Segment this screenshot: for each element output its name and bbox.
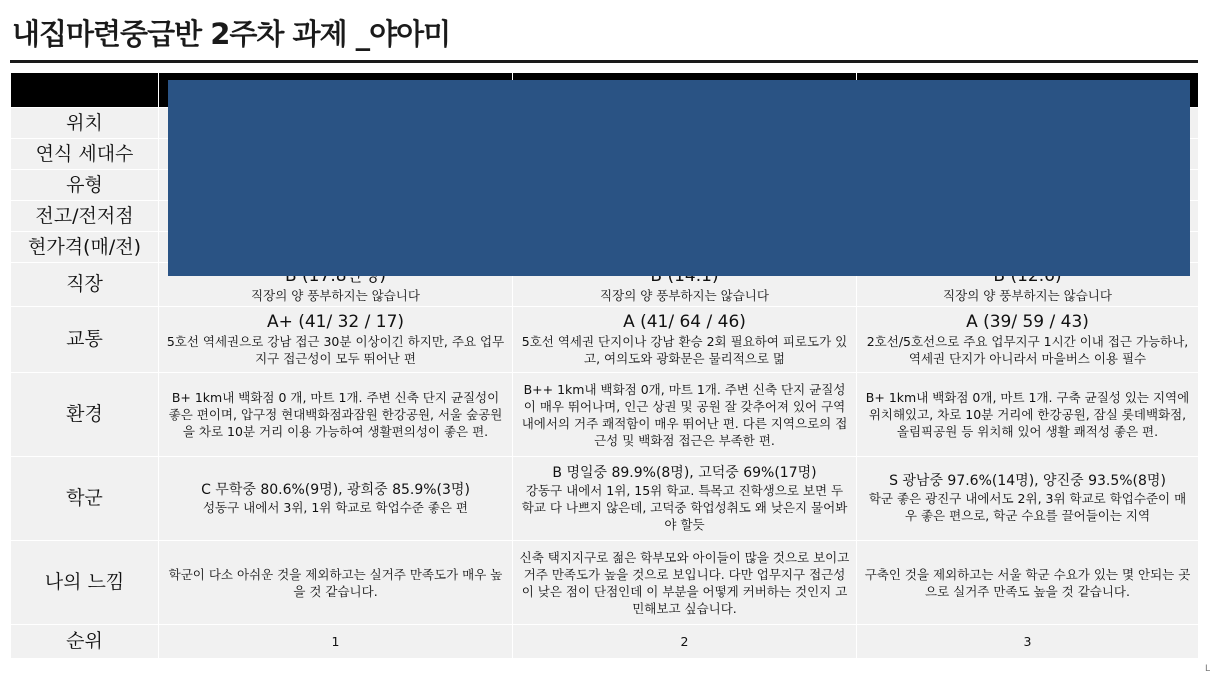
transport-desc: 5호선 역세권 단지이나 강남 환승 2회 필요하여 피로도가 있고, 여의도와 광화문은 물리적으로 멂 bbox=[521, 334, 848, 366]
row-feeling bbox=[11, 541, 1199, 625]
row-label-age-units: 연식 세대수 bbox=[11, 139, 159, 170]
row-label-price: 현가격(매/전) bbox=[11, 232, 159, 263]
transport-grade: A (39/ 59 / 43) bbox=[966, 312, 1089, 332]
school-grade: B 명일중 89.9%(8명), 고덕중 69%(17명) bbox=[552, 464, 817, 481]
row-label-type: 유형 bbox=[11, 170, 159, 201]
cell-feeling-1: 학군이 다소 아쉬운 것을 제외하고는 실거주 만족도가 매우 높을 것 같습니다. bbox=[159, 541, 513, 625]
cell-feeling-3: 구축인 것을 제외하고는 서울 학군 수요가 있는 몇 안되는 곳으로 실거주 만족도 높을 것 같습니다. bbox=[857, 541, 1199, 625]
cell-environment-3: B+ 1km내 백화점 0개, 마트 1개. 구축 균질성 있는 지역에 위치해있고, 차로 10분 거리에 한강공원, 잠실 롯데백화점, 올림픽공원 등 위치해 있어 생활 쾌적성 좋은 편. bbox=[857, 373, 1199, 457]
cell-transport-2 bbox=[513, 307, 857, 373]
row-label-school: 학군 bbox=[11, 457, 159, 541]
header-label-cell bbox=[11, 73, 159, 108]
title-underline bbox=[10, 60, 1198, 63]
cell-feeling-2: 신축 택지지구로 젊은 학부모와 아이들이 많을 것으로 보이고 거주 만족도가 높을 것으로 보입니다. 다만 업무지구 접근성이 낮은 점이 단점인데 이 부분을 어떻게 커버하는 것인지 고민해보고 싶습니다. bbox=[513, 541, 857, 625]
row-label-environment: 환경 bbox=[11, 373, 159, 457]
row-label-rank: 순위 bbox=[11, 625, 159, 659]
cell-rank-3: 3 bbox=[857, 625, 1199, 659]
school-grade: C 무학중 80.6%(9명), 광희중 85.9%(3명) bbox=[201, 481, 470, 498]
cell-transport-1 bbox=[159, 307, 513, 373]
redaction-block bbox=[168, 80, 1190, 276]
school-grade: S 광남중 97.6%(14명), 양진중 93.5%(8명) bbox=[889, 473, 1166, 489]
row-school bbox=[11, 457, 1199, 541]
corner-mark: L bbox=[1204, 664, 1210, 674]
school-desc: 학군 좋은 광진구 내에서도 2위, 3위 학교로 학업수준이 매우 좋은 편으로, 학군 수요를 끌어들이는 지역 bbox=[868, 491, 1187, 523]
cell-transport-3 bbox=[857, 307, 1199, 373]
cell-school-1 bbox=[159, 457, 513, 541]
cell-school-3 bbox=[857, 457, 1199, 541]
row-label-feeling: 나의 느낌 bbox=[11, 541, 159, 625]
transport-grade: A (41/ 64 / 46) bbox=[623, 312, 746, 332]
row-label-location: 위치 bbox=[11, 108, 159, 139]
transport-desc: 2호선/5호선으로 주요 업무지구 1시간 이내 접근 가능하나, 역세권 단지가 아니라서 마을버스 이용 필수 bbox=[866, 334, 1189, 366]
cell-environment-1: B+ 1km내 백화점 0 개, 마트 1개. 주변 신축 단지 균질성이 좋은 편이며, 압구정 현대백화점과잠원 한강공원, 서울 숲공원을 차로 10분 거리 이용 가능하여 생활편의성이 좋은 편. bbox=[159, 373, 513, 457]
transport-grade: A+ (41/ 32 / 17) bbox=[266, 312, 405, 332]
work-desc: 직장의 양 풍부하지는 않습니다 bbox=[251, 287, 420, 303]
cell-school-2 bbox=[513, 457, 857, 541]
work-desc: 직장의 양 풍부하지는 않습니다 bbox=[600, 287, 769, 303]
school-desc: 강동구 내에서 1위, 15위 학교. 특목고 진학생으로 보면 두 학교 다 나쁘지 않은데, 고덕중 학업성취도 왜 낮은지 물어봐야 할듯 bbox=[521, 482, 848, 532]
row-environment bbox=[11, 373, 1199, 457]
page-title: 내집마련중급반 2주차 과제 _야아미 bbox=[12, 17, 451, 51]
work-desc: 직장의 양 풍부하지는 않습니다 bbox=[943, 287, 1112, 303]
row-transport bbox=[11, 307, 1199, 373]
row-label-transport: 교통 bbox=[11, 307, 159, 373]
cell-rank-1: 1 bbox=[159, 625, 513, 659]
row-rank bbox=[11, 625, 1199, 659]
row-label-high-low: 전고/전저점 bbox=[11, 201, 159, 232]
cell-environment-2: B++ 1km내 백화점 0개, 마트 1개. 주변 신축 단지 균질성이 매우 뛰어나며, 인근 상권 및 공원 잘 갖추어져 있어 구역 내에서의 거주 쾌적함이 매우 뛰어난 편. 다른 지역으로의 접근성 및 백화점 접근은 부족한 편. bbox=[513, 373, 857, 457]
transport-desc: 5호선 역세권으로 강남 접근 30분 이상이긴 하지만, 주요 업무지구 접근성이 모두 뛰어난 편 bbox=[166, 334, 505, 366]
cell-rank-2: 2 bbox=[513, 625, 857, 659]
row-label-work: 직장 bbox=[11, 263, 159, 307]
school-desc: 성동구 내에서 3위, 1위 학교로 학업수준 좋은 편 bbox=[202, 499, 469, 515]
